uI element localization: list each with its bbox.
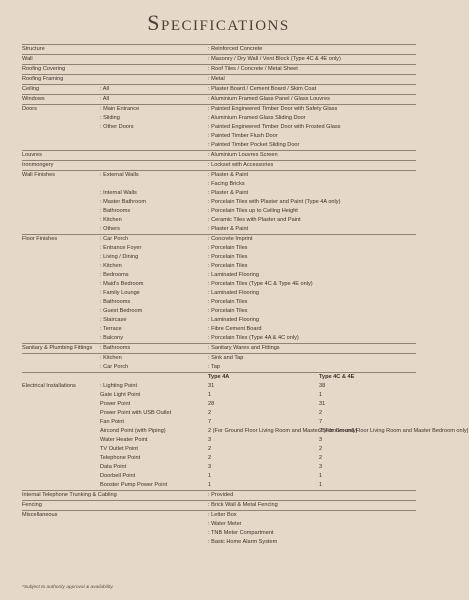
spec-category: Wall xyxy=(22,55,100,65)
spec-value-alt xyxy=(319,244,416,253)
spec-value-alt xyxy=(319,65,416,75)
spec-category xyxy=(22,334,100,344)
spec-item: : Family Lounge xyxy=(100,290,140,296)
spec-item: Data Point xyxy=(100,464,127,470)
spec-value: : Roof Tiles / Concrete / Metal Sheet xyxy=(208,65,319,75)
table-row xyxy=(22,132,416,141)
spec-item: : Bedrooms xyxy=(100,272,129,278)
spec-value-alt xyxy=(319,141,416,151)
spec-value-alt xyxy=(319,151,416,161)
spec-category xyxy=(22,180,100,189)
spec-value-alt xyxy=(319,316,416,325)
table-row xyxy=(22,501,416,511)
spec-value: 31 xyxy=(208,383,215,389)
spec-item: TV Outlet Point xyxy=(100,446,138,452)
spec-item: Water Heater Point xyxy=(100,437,148,443)
spec-item xyxy=(100,529,208,538)
spec-value: : Laminated Flooring xyxy=(208,272,259,278)
spec-item xyxy=(100,151,208,161)
spec-item xyxy=(100,373,208,383)
spec-category: Structure xyxy=(22,45,100,55)
spec-value: : Provided xyxy=(208,491,319,501)
table-row xyxy=(22,472,416,481)
spec-value-alt xyxy=(319,225,416,235)
spec-value: : TNB Meter Compartment xyxy=(208,530,274,536)
spec-category: Doors xyxy=(22,105,100,115)
spec-value: : Porcelain Tiles xyxy=(208,263,248,269)
spec-category xyxy=(22,481,100,491)
table-row xyxy=(22,418,416,427)
spec-value-alt xyxy=(319,325,416,334)
spec-category xyxy=(22,207,100,216)
spec-item: Fan Point xyxy=(100,419,124,425)
spec-category xyxy=(22,325,100,334)
spec-item: : Main Entrance xyxy=(100,105,208,115)
spec-item: : Other Doors xyxy=(100,124,134,130)
spec-value: 7 xyxy=(208,419,212,425)
spec-item: : Bathrooms xyxy=(100,299,131,305)
spec-value-alt xyxy=(319,262,416,271)
spec-category xyxy=(22,123,100,132)
spec-category xyxy=(22,298,100,307)
spec-value-alt: 2 xyxy=(319,410,323,416)
table-row xyxy=(22,529,416,538)
spec-category xyxy=(22,529,100,538)
spec-value: 1 xyxy=(208,482,212,488)
footnote: *Subject to authority approval & availability. xyxy=(22,585,114,590)
spec-value: 1 xyxy=(208,473,212,479)
spec-value: : Porcelain Tiles up to Ceiling Height xyxy=(208,208,298,214)
spec-item xyxy=(100,55,208,65)
spec-value-alt xyxy=(319,189,416,198)
spec-value-alt xyxy=(319,216,416,225)
spec-value: : Concrete Imprint xyxy=(208,235,319,245)
table-row xyxy=(22,75,416,85)
spec-value: : Letter Box xyxy=(208,511,319,521)
spec-value: 3 xyxy=(208,464,212,470)
spec-item: : Lighting Point xyxy=(100,383,138,389)
spec-value-alt xyxy=(319,207,416,216)
spec-value: : Tap xyxy=(208,364,221,370)
table-row xyxy=(22,244,416,253)
table-row xyxy=(22,280,416,289)
spec-value-alt: Type 4C & 4E xyxy=(319,373,416,383)
spec-item xyxy=(100,132,208,141)
spec-category: Sanitary & Plumbing Fittings xyxy=(22,344,100,354)
spec-item: : Bathrooms xyxy=(100,344,208,354)
spec-category: Roofing Framing xyxy=(22,75,100,85)
spec-value: 28 xyxy=(208,401,215,407)
spec-item: : Balcony xyxy=(100,335,124,341)
table-row xyxy=(22,334,416,344)
spec-category xyxy=(22,373,100,383)
spec-value-alt xyxy=(319,271,416,280)
spec-category: Louvres xyxy=(22,151,100,161)
spec-category: Windows xyxy=(22,95,100,105)
table-row xyxy=(22,65,416,75)
spec-value-alt xyxy=(319,491,416,501)
spec-value-alt xyxy=(319,334,416,344)
spec-value-alt xyxy=(319,85,416,95)
spec-category xyxy=(22,307,100,316)
table-row xyxy=(22,189,416,198)
spec-value: : Basic Home Alarm System xyxy=(208,539,278,545)
spec-category xyxy=(22,472,100,481)
spec-item: Telephone Point xyxy=(100,455,141,461)
table-row xyxy=(22,427,416,436)
spec-value: : Brick Wall & Metal Fencing xyxy=(208,501,319,511)
table-row xyxy=(22,105,416,115)
spec-category xyxy=(22,463,100,472)
spec-value-alt: 31 xyxy=(319,401,326,407)
spec-item: : Staircase xyxy=(100,317,127,323)
spec-category xyxy=(22,363,100,373)
spec-value: : Lockset with Accessories xyxy=(208,161,319,171)
spec-item xyxy=(100,161,208,171)
table-row xyxy=(22,180,416,189)
spec-value: : Porcelain Tiles xyxy=(208,299,248,305)
spec-category xyxy=(22,262,100,271)
spec-value: 1 xyxy=(208,392,212,398)
spec-item: : Kitchen xyxy=(100,263,122,269)
spec-value-alt: 7 xyxy=(319,419,323,425)
spec-value: : Porcelain Tiles with Plaster and Paint (Type 4A only) xyxy=(208,199,341,205)
spec-category: Wall Finishes xyxy=(22,171,100,181)
spec-value-alt xyxy=(319,95,416,105)
spec-value-alt xyxy=(319,520,416,529)
spec-value-alt: 1 xyxy=(319,392,323,398)
spec-item xyxy=(100,511,208,521)
spec-item: : Car Porch xyxy=(100,235,208,245)
spec-value-alt xyxy=(319,180,416,189)
table-row xyxy=(22,161,416,171)
table-row xyxy=(22,307,416,316)
table-row xyxy=(22,445,416,454)
table-row xyxy=(22,538,416,547)
spec-value: Type 4A xyxy=(208,373,319,383)
table-row xyxy=(22,123,416,132)
spec-category xyxy=(22,538,100,547)
table-row xyxy=(22,253,416,262)
spec-category xyxy=(22,225,100,235)
spec-category: Miscellaneous xyxy=(22,511,100,521)
spec-item xyxy=(100,501,208,511)
spec-item: : All xyxy=(100,85,208,95)
spec-item: : Car Porch xyxy=(100,364,129,370)
spec-item: : Bathrooms xyxy=(100,208,131,214)
table-row xyxy=(22,207,416,216)
spec-category xyxy=(22,289,100,298)
spec-item: Doorbell Point xyxy=(100,473,136,479)
spec-value: : Sanitary Wares and Fittings xyxy=(208,344,319,354)
table-row xyxy=(22,95,416,105)
spec-value: : Plaster & Paint xyxy=(208,226,249,232)
spec-item xyxy=(100,75,208,85)
spec-value: : Porcelain Tiles (Type 4C & Type 4E only) xyxy=(208,281,313,287)
spec-item: : Internal Walls xyxy=(100,190,137,196)
spec-value: : Plaster Board / Cement Board / Skim Coat xyxy=(208,85,319,95)
spec-value: : Laminated Flooring xyxy=(208,290,259,296)
spec-value-alt xyxy=(319,298,416,307)
spec-value: : Painted Engineered Timber Door with Safety Glass xyxy=(208,106,338,112)
spec-value-alt xyxy=(319,161,416,171)
table-row xyxy=(22,271,416,280)
spec-item: : Terrace xyxy=(100,326,122,332)
spec-value: : Aluminium Framed Glass Sliding Door xyxy=(208,115,306,121)
spec-item: : Maid's Bedroom xyxy=(100,281,144,287)
spec-value-alt xyxy=(319,363,416,373)
table-row xyxy=(22,436,416,445)
spec-value-alt: 38 xyxy=(319,383,326,389)
spec-value: : Porcelain Tiles xyxy=(208,254,248,260)
spec-category: Ceiling xyxy=(22,85,100,95)
table-row xyxy=(22,141,416,151)
spec-value: : Masonry / Dry Wall / Vent Block (Type 4C & 4E only) xyxy=(208,55,319,65)
table-row xyxy=(22,391,416,400)
table-row xyxy=(22,289,416,298)
spec-value-alt xyxy=(319,75,416,85)
table-row xyxy=(22,171,416,181)
spec-value: : Water Meter xyxy=(208,521,242,527)
spec-value: : Laminated Flooring xyxy=(208,317,259,323)
spec-item xyxy=(100,538,208,547)
table-row xyxy=(22,363,416,373)
table-row xyxy=(22,400,416,409)
table-row xyxy=(22,373,416,383)
spec-item xyxy=(100,65,208,75)
spec-value: 2 xyxy=(208,455,212,461)
spec-item: : Living / Dining xyxy=(100,254,139,260)
table-row xyxy=(22,481,416,491)
table-row xyxy=(22,354,416,364)
table-row xyxy=(22,463,416,472)
spec-value: : Sink and Tap xyxy=(208,354,319,364)
spec-value: : Facing Bricks xyxy=(208,181,245,187)
spec-value-alt xyxy=(319,289,416,298)
spec-item xyxy=(100,141,208,151)
spec-category xyxy=(22,354,100,364)
spec-item: Booster Pump Power Point xyxy=(100,482,168,488)
spec-value-alt xyxy=(319,344,416,354)
table-row xyxy=(22,45,416,55)
spec-category xyxy=(22,409,100,418)
spec-value: : Reinforced Concrete xyxy=(208,45,319,55)
spec-category xyxy=(22,454,100,463)
spec-category: Internal Telephone Trunking & Cabling xyxy=(22,491,100,501)
spec-value-alt: 1 xyxy=(319,473,323,479)
spec-item: : Kitchen xyxy=(100,354,208,364)
spec-category: Floor Finishes xyxy=(22,235,100,245)
spec-category xyxy=(22,244,100,253)
spec-value-alt xyxy=(319,253,416,262)
spec-value-alt xyxy=(319,538,416,547)
spec-value: : Porcelain Tiles xyxy=(208,308,248,314)
table-row xyxy=(22,316,416,325)
table-row xyxy=(22,298,416,307)
spec-value: : Metal xyxy=(208,75,319,85)
spec-value: : Plaster & Paint xyxy=(208,190,249,196)
spec-category xyxy=(22,189,100,198)
table-row xyxy=(22,344,416,354)
spec-value: 2 (For Ground Floor Living Room and Master Bedroom only) xyxy=(208,428,358,434)
spec-category xyxy=(22,520,100,529)
spec-item: Power Point with USB Outlet xyxy=(100,410,172,416)
spec-item: : All xyxy=(100,95,208,105)
spec-value: 2 xyxy=(208,410,212,416)
table-row xyxy=(22,382,416,391)
page-title: Specifications xyxy=(147,10,290,35)
spec-item xyxy=(100,180,208,189)
spec-value: : Fibre Cement Board xyxy=(208,326,262,332)
spec-value-alt xyxy=(319,45,416,55)
spec-category: Ironmongery xyxy=(22,161,100,171)
spec-value: : Painted Timber Pocket Sliding Door xyxy=(208,142,300,148)
spec-category: Fencing xyxy=(22,501,100,511)
spec-value-alt xyxy=(319,307,416,316)
spec-value-alt xyxy=(319,529,416,538)
spec-value: : Porcelain Tiles xyxy=(208,245,248,251)
spec-category xyxy=(22,132,100,141)
spec-item: : Entrance Foyer xyxy=(100,245,142,251)
spec-category xyxy=(22,216,100,225)
spec-category xyxy=(22,436,100,445)
spec-value: : Painted Engineered Timber Door with Frosted Glass xyxy=(208,124,341,130)
spec-value: : Ceramic Tiles with Plaster and Paint xyxy=(208,217,301,223)
table-row xyxy=(22,55,416,65)
table-row xyxy=(22,511,416,521)
spec-value: 2 xyxy=(208,446,212,452)
table-row xyxy=(22,520,416,529)
spec-category xyxy=(22,316,100,325)
spec-item xyxy=(100,520,208,529)
table-row xyxy=(22,235,416,245)
spec-value-alt xyxy=(319,501,416,511)
spec-value-alt: 3 xyxy=(319,437,323,443)
spec-value-alt xyxy=(319,171,416,181)
spec-category: Roofing Covering xyxy=(22,65,100,75)
spec-value-alt xyxy=(319,235,416,245)
spec-value: : Aluminium Louvres Screen xyxy=(208,151,319,161)
spec-value-alt: 1 xyxy=(319,482,323,488)
table-row xyxy=(22,225,416,235)
table-row xyxy=(22,409,416,418)
spec-item: : Guest Bedroom xyxy=(100,308,143,314)
table-row xyxy=(22,491,416,501)
spec-category xyxy=(22,418,100,427)
spec-category xyxy=(22,198,100,207)
spec-item: Power Point xyxy=(100,401,131,407)
spec-category xyxy=(22,391,100,400)
spec-value-alt: 2 xyxy=(319,446,323,452)
table-row xyxy=(22,216,416,225)
spec-value-alt xyxy=(319,354,416,364)
spec-value-alt: 3 xyxy=(319,464,323,470)
spec-category xyxy=(22,141,100,151)
spec-value-alt xyxy=(319,132,416,141)
spec-value: : Porcelain Tiles (Type 4A & 4C only) xyxy=(208,335,299,341)
table-row xyxy=(22,325,416,334)
spec-value-alt: 2 xyxy=(319,455,323,461)
spec-value-alt xyxy=(319,114,416,123)
spec-item: : Master Bathroom xyxy=(100,199,147,205)
spec-item xyxy=(100,45,208,55)
spec-item: Aircond Point (with Piping) xyxy=(100,428,166,434)
spec-category xyxy=(22,445,100,454)
spec-category xyxy=(22,271,100,280)
table-row xyxy=(22,262,416,271)
spec-value: : Plaster & Paint xyxy=(208,171,319,181)
spec-category xyxy=(22,280,100,289)
spec-value-alt xyxy=(319,280,416,289)
table-row xyxy=(22,85,416,95)
spec-item: : Others xyxy=(100,226,120,232)
spec-category xyxy=(22,253,100,262)
spec-value-alt: 2 (For Ground Floor Living Room and Master Bedroom only) xyxy=(319,428,469,434)
spec-value: : Aluminium Framed Glass Panel / Glass Louvres xyxy=(208,95,319,105)
specifications-table xyxy=(22,44,469,547)
spec-value: 3 xyxy=(208,437,212,443)
spec-category: Electrical Installations xyxy=(22,383,76,389)
spec-item: : External Walls xyxy=(100,171,208,181)
table-row xyxy=(22,114,416,123)
spec-category xyxy=(22,114,100,123)
spec-value-alt xyxy=(319,511,416,521)
spec-item: : Kitchen xyxy=(100,217,122,223)
spec-category xyxy=(22,427,100,436)
spec-value: : Painted Timber Flush Door xyxy=(208,133,278,139)
spec-item: Gate Light Point xyxy=(100,392,141,398)
spec-item: : Sliding xyxy=(100,115,120,121)
spec-category xyxy=(22,400,100,409)
table-row xyxy=(22,454,416,463)
table-row xyxy=(22,151,416,161)
table-row xyxy=(22,198,416,207)
